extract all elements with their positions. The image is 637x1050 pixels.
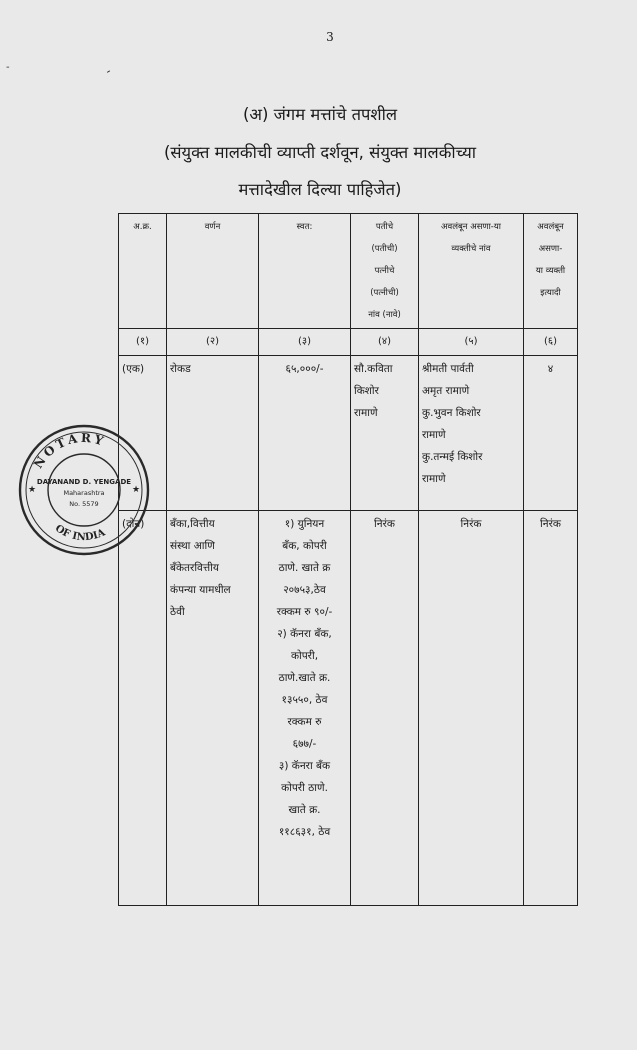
- dependent-line: श्रीमती पार्वती: [422, 363, 474, 375]
- header-spouse-line: नांव (नावे): [368, 310, 401, 320]
- deposit-line: रक्कम रु ९०/-: [276, 606, 333, 618]
- description-line: बँका,वित्तीय: [170, 518, 215, 530]
- column-number-row: [119, 329, 578, 356]
- deposit-line: १) युनियन: [284, 518, 325, 530]
- header-spouse: [351, 214, 419, 329]
- stray-mark: -: [102, 63, 114, 79]
- table-row: [119, 356, 578, 511]
- svg-text:★: ★: [28, 485, 37, 495]
- svg-text:OF INDIA: [53, 523, 107, 543]
- column-number: (३): [259, 329, 351, 356]
- deposit-line: खाते क्र.: [288, 804, 321, 816]
- spouse-line: सौ.कविता: [354, 363, 393, 375]
- row-serial: (एक): [119, 356, 167, 511]
- header-serial: अ.क्र.: [119, 214, 167, 329]
- column-number: (१): [119, 329, 167, 356]
- section-subtitle-line1: (संयुक्त मालकीची व्याप्ती दर्शवून, संयुक्त मालकीच्या: [163, 143, 477, 162]
- table-row: [119, 511, 578, 906]
- deposit-line: ठाणे. खाते क्र: [278, 562, 331, 574]
- deposit-line: ३) कॅनरा बँक: [278, 760, 331, 772]
- deposit-line: २) कॅनरा बँक,: [277, 628, 332, 640]
- row-description: [167, 511, 259, 906]
- header-other-line: असणा-: [538, 244, 563, 254]
- row-self-value: [259, 511, 351, 906]
- header-spouse-line: पत्नीचे: [374, 266, 395, 276]
- header-spouse-line: पतीचे: [375, 222, 394, 232]
- header-other-line: इत्यादी: [540, 288, 561, 298]
- description-line: ठेवी: [170, 606, 185, 618]
- row-dependents: निरंक: [419, 511, 524, 906]
- stamp-name: DAYANAND D. YENGADE: [36, 478, 132, 486]
- svg-text:★: ★: [132, 485, 141, 495]
- deposit-line: कोपरी ठाणे.: [281, 782, 328, 794]
- dependent-line: रामाणे: [422, 473, 446, 485]
- deposit-line: ६७७/-: [292, 738, 317, 750]
- row-spouse: निरंक: [351, 511, 419, 906]
- dependent-line: कु.तन्मई किशोर: [422, 451, 483, 463]
- dependent-line: अमृत रामाणे: [422, 385, 470, 397]
- stray-mark: -: [6, 62, 10, 73]
- spouse-line: किशोर: [354, 385, 379, 397]
- header-dependents-line: व्यक्तीचे नांव: [451, 244, 491, 254]
- deposit-line: ठाणे.खाते क्र.: [278, 672, 331, 684]
- column-number: (४): [351, 329, 419, 356]
- row-spouse: [351, 356, 419, 511]
- row-dependents-other: निरंक: [524, 511, 578, 906]
- deposit-line: १३५५०, ठेव: [281, 694, 328, 706]
- spouse-line: रामाणे: [354, 407, 378, 419]
- header-dependents: [419, 214, 524, 329]
- deposit-line: २०७५३,ठेव: [283, 584, 326, 596]
- header-spouse-line: (पतीची): [371, 244, 398, 254]
- row-dependents-other: ४: [524, 356, 578, 511]
- column-number: (२): [167, 329, 259, 356]
- page-number: 3: [326, 30, 334, 44]
- movable-assets-table: [118, 213, 578, 906]
- header-other-line: अवलंबून: [537, 222, 564, 232]
- description-line: बँकेतरवित्तीय: [170, 562, 219, 574]
- section-title: (अ) जंगम मत्तांचे तपशील: [242, 105, 398, 124]
- column-number: (६): [524, 329, 578, 356]
- deposit-line: रक्कम रु: [287, 716, 322, 728]
- dependent-line: कु.भुवन किशोर: [422, 407, 481, 419]
- stamp-country: OF INDIA: [52, 522, 107, 544]
- row-self-value: ६५,०००/-: [259, 356, 351, 511]
- header-spouse-line: (पत्नीची): [370, 288, 399, 298]
- stamp-state: Maharashtra: [63, 489, 105, 497]
- dependent-line: रामाणे: [422, 429, 446, 441]
- row-dependents: [419, 356, 524, 511]
- column-number: (५): [419, 329, 524, 356]
- stamp-ring-text: NOTARY: [30, 430, 108, 471]
- section-subtitle-line2: मत्तादेखील दिल्या पाहिजेत): [238, 180, 402, 199]
- header-dependents-line: अवलंबून असणा-या: [440, 222, 502, 232]
- deposit-line: कोपरी,: [290, 650, 319, 662]
- header-dependents-other: [524, 214, 578, 329]
- row-description: रोकड: [167, 356, 259, 511]
- deposit-line: बँक, कोपरी: [282, 540, 327, 552]
- table-header-row: [119, 214, 578, 329]
- header-self: स्वत:: [259, 214, 351, 329]
- deposit-line: ११८६३१, ठेव: [278, 826, 331, 838]
- description-line: कंपन्या यामधील: [170, 584, 231, 596]
- svg-text:NOTARY: [31, 431, 108, 471]
- header-description: वर्णन: [167, 214, 259, 329]
- row-serial: (दोन): [119, 511, 167, 906]
- stamp-reg: No. 5579: [69, 500, 99, 508]
- header-other-line: या व्यक्ती: [535, 266, 566, 276]
- description-line: संस्था आणि: [170, 540, 215, 552]
